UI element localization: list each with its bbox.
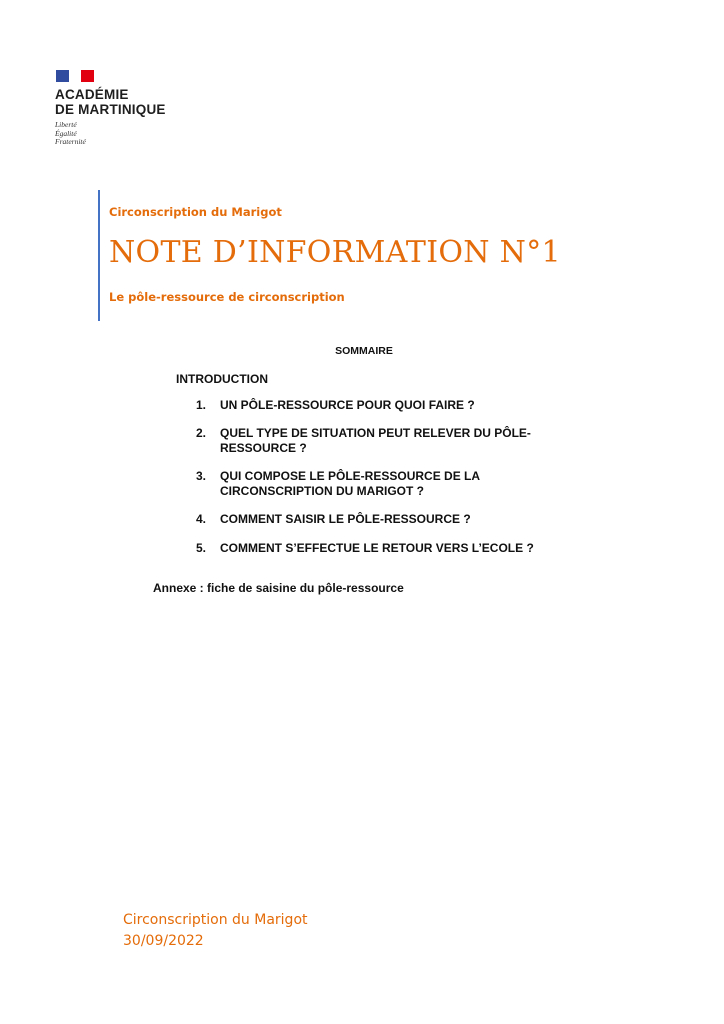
flag-red-band — [81, 70, 94, 82]
annexe-line: Annexe : fiche de saisine du pôle-ressource — [153, 581, 404, 595]
summary-item-text: COMMENT SAISIR LE PÔLE-RESSOURCE ? — [220, 512, 471, 526]
flag-white-band — [69, 70, 82, 82]
summary-item — [196, 541, 596, 556]
summary-item-text: QUEL TYPE DE SITUATION PEUT RELEVER DU PÔLE-RESSOURCE ? — [220, 426, 531, 455]
footer-circonscription: Circonscription du Marigot — [123, 912, 308, 928]
summary-item — [196, 512, 596, 527]
french-flag-icon — [56, 70, 94, 82]
summary-item-number: 5. — [196, 541, 207, 555]
document-subtitle: Le pôle-ressource de circonscription — [109, 290, 345, 304]
summary-introduction: INTRODUCTION — [176, 372, 268, 386]
footer-date: 30/09/2022 — [123, 933, 204, 949]
academy-name — [55, 87, 185, 117]
footer — [123, 910, 308, 952]
summary-item-number: 3. — [196, 469, 207, 483]
summary-item — [196, 398, 596, 413]
summary-item-number: 2. — [196, 426, 207, 440]
circonscription-label: Circonscription du Marigot — [109, 205, 282, 219]
summary-item-text: QUI COMPOSE LE PÔLE-RESSOURCE DE LA CIRCONSCRIPTION DU MARIGOT ? — [220, 469, 480, 498]
motto-egalite: Égalité — [55, 128, 77, 138]
republic-motto — [55, 121, 185, 147]
summary-list — [196, 398, 596, 556]
academy-name-line2: DE MARTINIQUE — [55, 102, 166, 117]
academy-logo — [55, 70, 185, 147]
summary-heading: SOMMAIRE — [335, 345, 393, 357]
academy-name-line1: ACADÉMIE — [55, 87, 129, 102]
summary-item-number: 1. — [196, 398, 207, 412]
document-title: NOTE D’INFORMATION N°1 — [109, 235, 561, 270]
summary-item — [196, 469, 596, 499]
summary-item-text: COMMENT S’EFFECTUE LE RETOUR VERS L’ECOLE ? — [220, 541, 534, 555]
motto-fraternite: Fraternité — [55, 137, 86, 146]
summary-item-text: UN PÔLE-RESSOURCE POUR QUOI FAIRE ? — [220, 398, 475, 412]
title-block — [98, 190, 561, 321]
flag-blue-band — [56, 70, 69, 82]
summary-item — [196, 426, 596, 456]
summary-item-number: 4. — [196, 512, 207, 526]
motto-liberte: Liberté — [55, 120, 77, 129]
